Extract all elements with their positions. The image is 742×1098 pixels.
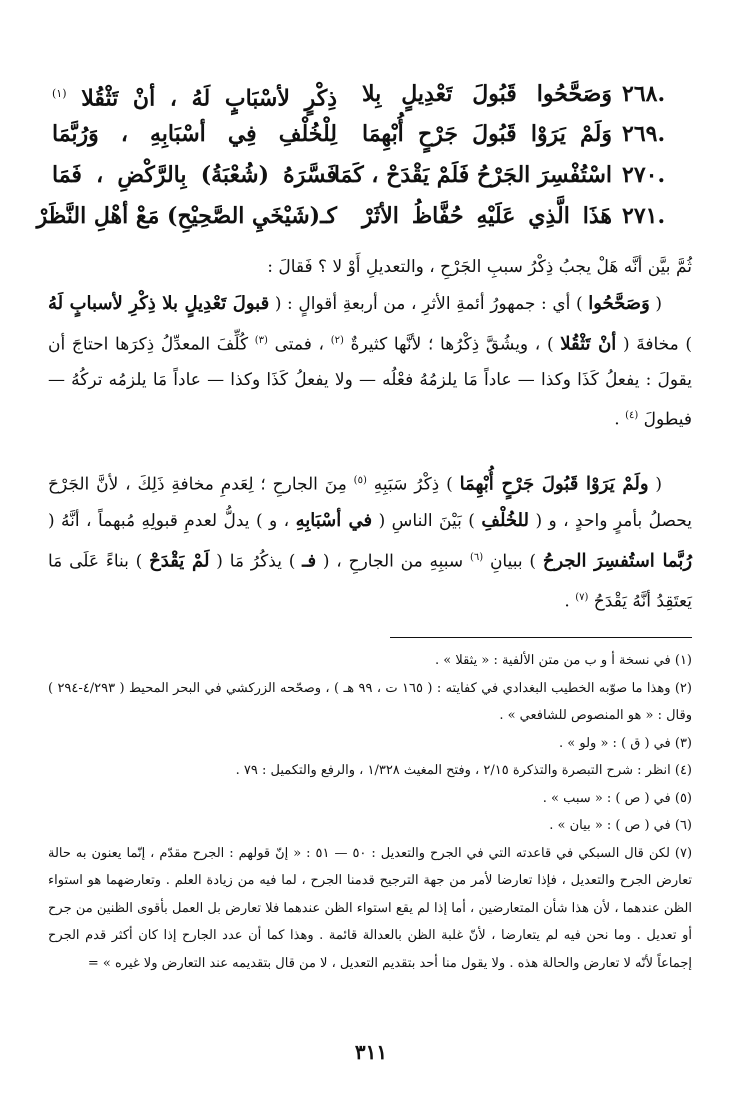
footnote: (٢) وهذا ما صوّبه الخطيب البغدادي في كفايته : ( ١٦٥ ت ، ٩٩ هـ ) ، وصحّحه الزركشي في البحر المحيط ( ٤/٢٩٣-٢٩٤ ) وقال : « هو المنصوص للشافعي » . — [48, 680, 692, 723]
commentary-text: ) ، ويشُقَّ ذِكْرُها ؛ لأنَّها كثيرةٌ — [350, 334, 554, 355]
footnote: (٧) لكن قال السبكي في قاعدته التي في الجرح والتعديل : ٥٠ — ٥١ : « إنّ قولهم : الجرح مقدّم ، إنّما يعنون به حالة تعارض الجرح والتعديل ، فإذا تعارضا لأمر من جهة الترجيح قدمنا الجرح ، لما فيه من زيادة العلم . وتعارضهما هو استواء الظن عندهما ، لأن هذا شأن المتعارضين ، أما إذا لم يقع استواء الظن عندهما فلا تعارض بل العمل بأقوى الظنين من جرح أو تعديل . وما نحن فيه لم يتعارضا ، لأنّ غلبة الظن بالعدالة قائمة . وهذا كما أن عدد الجارح إذا كان أكثر قدم الجرح إجماعاً لأنّه لا تعارض والحالة هذه . ولا يقول منا أحد بتقديم التعديل ، لا من قال بتقديمه عند التعارض ولا غيره » = — [48, 845, 693, 971]
quoted-verse-text: للخُلْفِ — [481, 510, 529, 532]
footnote-ref: (٥) — [353, 475, 367, 486]
quoted-verse-text: رُبَّما استُفسِرَ الجرحُ — [542, 550, 693, 572]
verse-number: ٢٧١. — [622, 203, 666, 229]
quoted-verse-text: قبولَ تَعْدِيلٍ بلا ذِكْرِ لأسبابٍ لَهُ — [48, 293, 270, 314]
footnote-ref: (١) — [52, 87, 67, 100]
quoted-verse-text: أنْ تَثْقُلا — [560, 333, 617, 355]
verse-first-hemistich: وَصَحَّحُوا قَبُولَ تَعْدِيلٍ بِلا — [362, 81, 612, 107]
quoted-verse-text: لَمْ يَقْدَحْ — [149, 550, 210, 572]
footnote: (٦) في ( ص ) : « بيان » . — [549, 818, 692, 833]
verse-line — [52, 153, 692, 197]
page-number: ٣١١ — [354, 1040, 388, 1064]
footnote: (٣) في ( ق ) : « ولو » . — [559, 735, 692, 751]
verse-number: ٢٦٨. — [622, 81, 666, 107]
verse-first-hemistich: وَلَمْ يَرَوْا قَبُولَ جَرْحٍ أُبْهِمَا — [362, 121, 612, 147]
period: . — [564, 591, 570, 612]
verse-line — [52, 112, 692, 156]
verse-second-text: ذِكْرٍ لأسْبَابٍ لَهُ ، أنْ تَثْقُلا — [81, 85, 337, 112]
commentary-intro: ثُمَّ بيَّن أنَّه هَلْ يجبُ ذِكْرُ سببِ الجَرْحِ ، والتعديلِ أَوْ لا ؟ فَقالَ : — [267, 257, 692, 277]
quoted-verse-text: ولَمْ يَرَوْا قَبُولَ جَرْحٍ أُبْهِمَا — [459, 473, 649, 495]
footnotes — [48, 647, 692, 977]
commentary-text: ) ذِكْرُ سَبَبِهِ — [373, 474, 453, 495]
footnote-ref: (٤) — [625, 410, 639, 422]
commentary-text: مِنَ الجارحِ ؛ لِعَدمِ مخافةِ ذَلِكَ ، لأنَّ الجَرْحَ يحصلُ بأمرٍ واحدٍ ، و ( — [48, 474, 693, 532]
quoted-verse-text: وَصَحَّحُوا — [588, 293, 650, 314]
verse-number: ٢٧٠. — [622, 162, 666, 188]
commentary-text: ) بناءً عَلَى مَا يَعتَقِدُ أنَّهُ يَقْدَحُ — [48, 551, 692, 612]
verse-first-hemistich: اسْتُفْسِرَ الجَرْحُ فَلَمْ يَقْدَحْ ، كَمَا — [333, 162, 612, 188]
footnote: (٥) في ( ص ) : « سبب » . — [542, 790, 692, 806]
verse-second-hemistich: لِلْخُلْفِ فِي أسْبَابِهِ ، وَرُبَّمَا — [52, 121, 337, 147]
verse-line — [52, 72, 692, 116]
commentary-text: ) أي : جمهورُ أئمةِ الأثرِ ، من أربعةِ أقوالٍ : ( — [274, 294, 583, 314]
verse-first-hemistich: هَذَا الَّذِي عَلَيْهِ حُفَّاظُ الأثَرْ — [362, 203, 612, 229]
commentary-text: ، فمتى — [274, 334, 325, 355]
footnote-ref: (٢) — [330, 334, 344, 346]
commentary-text: ، و ) يدلُّ لعدمِ قبولِهِ مُبهماً ، أنَّهُ ( — [48, 511, 290, 532]
footnote: (٤) انظر : شرح التبصرة والتذكرة ٢/١٥ ، وفتح المغيث ١/٣٢٨ ، والرفع والتكميل : ٧٩ . — [235, 763, 692, 778]
footnote-ref: (٧) — [575, 591, 589, 603]
commentary-text: سببِهِ من الجارحِ ، ( — [322, 551, 464, 572]
footnote: (١) في نسخة أ و ب من متن الألفية : « يثقلا » . — [435, 653, 692, 668]
quoted-verse-text: فـ — [302, 550, 317, 572]
verse-second-hemistich: فَسَّرَهُ (شُعْبَةُ) بِالرَّكْضِ ، فَمَا — [52, 162, 337, 188]
commentary-text: ) بَيْنَ الناسِ ( — [378, 511, 475, 532]
verse-number: ٢٦٩. — [622, 121, 666, 147]
footnote-ref: (٦) — [469, 551, 484, 563]
footnote-ref: (٣) — [254, 334, 268, 346]
verse-second-hemistich: كـ(شَيْخَيِ الصَّحِيْحِ) مَعْ أهْلِ النَّظَرْ — [36, 203, 337, 229]
commentary-paragraph — [48, 286, 692, 438]
commentary-text: ) يذكُرُ مَا ( — [216, 551, 296, 572]
footnote-separator — [390, 637, 692, 638]
period: . — [614, 409, 620, 430]
verse-line — [36, 194, 692, 238]
commentary-text: كُلِّفَ المعدِّلُ ذِكرَها احتاجَ أن يقولَ : يفعلُ كَذَا وكذا — عاداً مَا يلزمُهُ فعْلُه — ولا يفعلُ كَذَا وكذا — عاداً مَا يلزمُه تركُهُ — فيطولَ — [48, 334, 692, 430]
bracket: ( — [655, 294, 663, 314]
commentary-paragraph — [48, 463, 692, 620]
quoted-verse-text: في أسْبَابِهِ — [295, 510, 373, 532]
commentary-text: ) مخافةَ ( — [622, 334, 693, 355]
commentary-text: ) ببيانِ — [489, 551, 537, 572]
bracket: ( — [655, 474, 663, 495]
